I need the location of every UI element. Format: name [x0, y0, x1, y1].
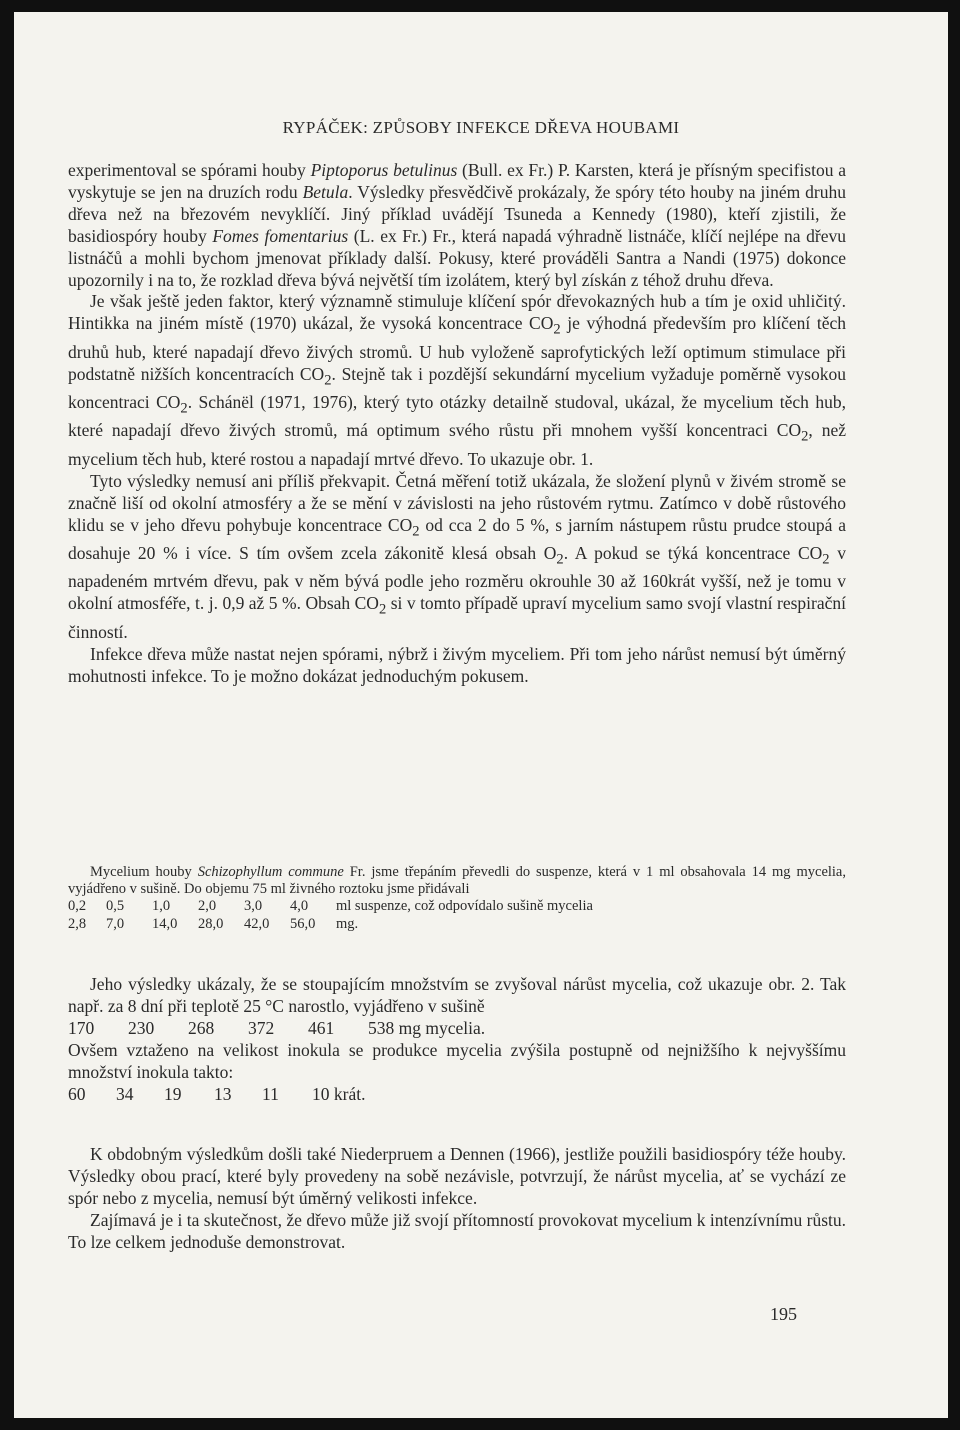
ratio-row: [68, 1084, 846, 1106]
subscript: 2: [378, 601, 387, 618]
value: 538 mg mycelia.: [368, 1017, 486, 1038]
subscript: 2: [412, 523, 420, 540]
experiment-note: [68, 864, 846, 933]
value: 170: [68, 1017, 95, 1038]
value: 11: [262, 1083, 279, 1104]
text-run: . A pokud se týká koncentrace CO: [563, 543, 823, 563]
value: 2,8: [68, 915, 87, 932]
value: 2,0: [198, 898, 217, 915]
value: 60: [68, 1083, 86, 1104]
subscript: 2: [324, 372, 332, 389]
main-text-lower: [68, 1144, 846, 1254]
value: 42,0: [244, 915, 270, 932]
paragraph-1: [68, 160, 846, 291]
text-run: si v tomto případě upraví mycelium samo svojí vlastní respirační činností.: [68, 593, 846, 642]
page: [14, 12, 948, 1418]
subscript: 2: [553, 321, 561, 338]
value: 0,5: [106, 898, 125, 915]
value: 28,0: [198, 915, 224, 932]
paragraph-3: [68, 471, 846, 644]
paragraph-6: Ovšem vztaženo na velikost inokula se produkce mycelia zvýšila postupně od nejnižšího k nejvyššímu množství inokula takto:: [68, 1039, 846, 1082]
value: 56,0: [290, 915, 316, 932]
value: 0,2: [68, 898, 87, 915]
value: 4,0: [290, 898, 309, 915]
value: 7,0: [106, 915, 125, 932]
text-run: . Schánël (1971, 1976), který tyto otázky detailně studoval, ukázal, že mycelium těch hub, které napadají dřevo živých stromů, má optimum svého růstu při mnohem vyšší koncentraci CO: [68, 392, 846, 441]
paragraph-7: K obdobným výsledkům došli také Niederpruem a Dennen (1966), jestliže použili basidiospóry téže houby. Výsledky obou prací, které byly provedeny na sobě nezávisle, potvrzují, že nárůst mycelia, ať se vychází ze spór nebo z mycelia, nemusí být úměrný velikosti infekce.: [68, 1144, 846, 1208]
running-header: RYPÁČEK: ZPŮSOBY INFEKCE DŘEVA HOUBAMI: [282, 118, 680, 137]
text-run: (Bull. ex Fr.) P. Karsten, která je přísným specifistou a vyskytuje se jen na druzích rodu: [68, 160, 846, 202]
note-paragraph: [68, 864, 846, 898]
page-number: 195: [770, 1304, 797, 1324]
value: 19: [164, 1083, 182, 1104]
text-run: je výhodná především pro klíčení těch druhů hub, které napadají dřevo živých stromů. U hub vyloženě saprofytických leží optimum stimulace při podstatně nižších koncentracích CO: [68, 313, 847, 384]
text-run: Tyto výsledky nemusí ani příliš překvapit. Četná měření totiž ukázala, že složení plynů v živém stromě se značně liší od okolní atmosféry a že se mění v závislosti na jeho růstovém rytmu. Zatímco v době růstového klidu se v jeho dřevu pohybuje koncentrace CO: [68, 470, 846, 535]
subscript: 2: [822, 551, 830, 568]
paragraph-2: [68, 291, 846, 470]
suspenze-row: [68, 898, 846, 915]
value: 268: [188, 1017, 215, 1038]
mycelium-growth-row: [68, 1018, 846, 1040]
species-name: Schizophyllum commune: [197, 864, 344, 880]
text-run: v napadeném mrtvém dřevu, pak v něm bývá podle jeho rozměru okrouhle 30 až 160krát vyšší, než je tomu v okolní atmosféře, t. j. 0,9 až 5 %. Obsah CO: [68, 543, 846, 614]
value: 461: [308, 1017, 335, 1038]
value: 13: [214, 1083, 232, 1104]
subscript: 2: [801, 428, 809, 445]
subscript: 2: [556, 551, 564, 568]
value: 34: [116, 1083, 134, 1104]
value: 230: [128, 1017, 155, 1038]
row-label: ml suspenze, což odpovídalo sušině mycelia: [336, 898, 593, 915]
main-text-middle: [68, 974, 846, 1105]
text-run: . Výsledky přesvědčivě prokázaly, že spóry této houby na jiném druhu dřeva než na březovém nevyklíčí. Jiný příklad uvádějí Tsuneda a Kennedy (1980), kteří zjistili, že basidiospóry houby: [68, 181, 846, 246]
genus-name: Betula: [302, 181, 349, 202]
value: 3,0: [244, 898, 263, 915]
text-run: od cca 2 do 5 %, s jarním nástupem růstu prudce stoupá a dosahuje 20 % i více. S tím ovšem zcela zákonitě klesá obsah O: [68, 514, 846, 563]
text-run: experimentoval se spórami houby: [68, 160, 311, 180]
text-run: (L. ex Fr.) Fr., která napadá výhradně listnáče, klíčí nejlépe na dřevu listnáčů a mohli bychom jmenovat příklady další. Pokusy, které prováděli Santra a Nandi (1975) dokonce upozornily i na to, že rozklad dřeva bývá největší tím izolátem, který byl získán z téhož druhu dřeva.: [68, 225, 846, 290]
main-text-upper: [68, 160, 846, 687]
value: 1,0: [152, 898, 171, 915]
text-run: , než mycelium těch hub, které rostou a napadají mrtvé dřevo. To ukazuje obr. 1.: [68, 420, 846, 469]
paragraph-5: Jeho výsledky ukázaly, že se stoupajícím množstvím se zvyšoval nárůst mycelia, což ukazuje obr. 2. Tak např. za 8 dní při teplotě 25 °C narostlo, vyjádřeno v sušině: [68, 974, 846, 1016]
text-run: . Stejně tak i pozdější sekundární mycelium vyžaduje poměrně vysokou koncentraci CO: [68, 363, 846, 413]
species-name: Fomes fomentarius: [212, 225, 349, 246]
row-label: mg.: [336, 915, 359, 932]
text-run: Je však ještě jeden faktor, který významně stimuluje klíčení spór dřevokazných hub a tím je oxid uhličitý. Hintikka na jiném místě (1970) ukázal, že vysoká koncentrace CO: [68, 291, 846, 334]
paragraph-8: Zajímavá je i ta skutečnost, že dřevo může již svojí přítomností provokovat mycelium k intenzívnímu růstu. To lze celkem jednoduše demonstrovat.: [68, 1209, 846, 1252]
text-run: Mycelium houby: [90, 864, 198, 880]
value: 14,0: [152, 915, 178, 932]
species-name: Piptoporus betulinus: [310, 160, 458, 180]
value: 10 krát.: [312, 1083, 366, 1104]
text-run: Fr. jsme třepáním převedli do suspenze, která v 1 ml obsahovala 14 mg mycelia, vyjádřeno v sušině. Do objemu 75 ml živného roztoku jsme přidávali: [68, 864, 846, 898]
subscript: 2: [180, 400, 188, 417]
value: 372: [248, 1017, 275, 1038]
paragraph-4: Infekce dřeva může nastat nejen spórami, nýbrž i živým myceliem. Při tom jeho nárůst nemusí být úměrný mohutnosti infekce. To je možno dokázat jednoduchým pokusem.: [68, 643, 846, 686]
susina-row: [68, 916, 846, 933]
